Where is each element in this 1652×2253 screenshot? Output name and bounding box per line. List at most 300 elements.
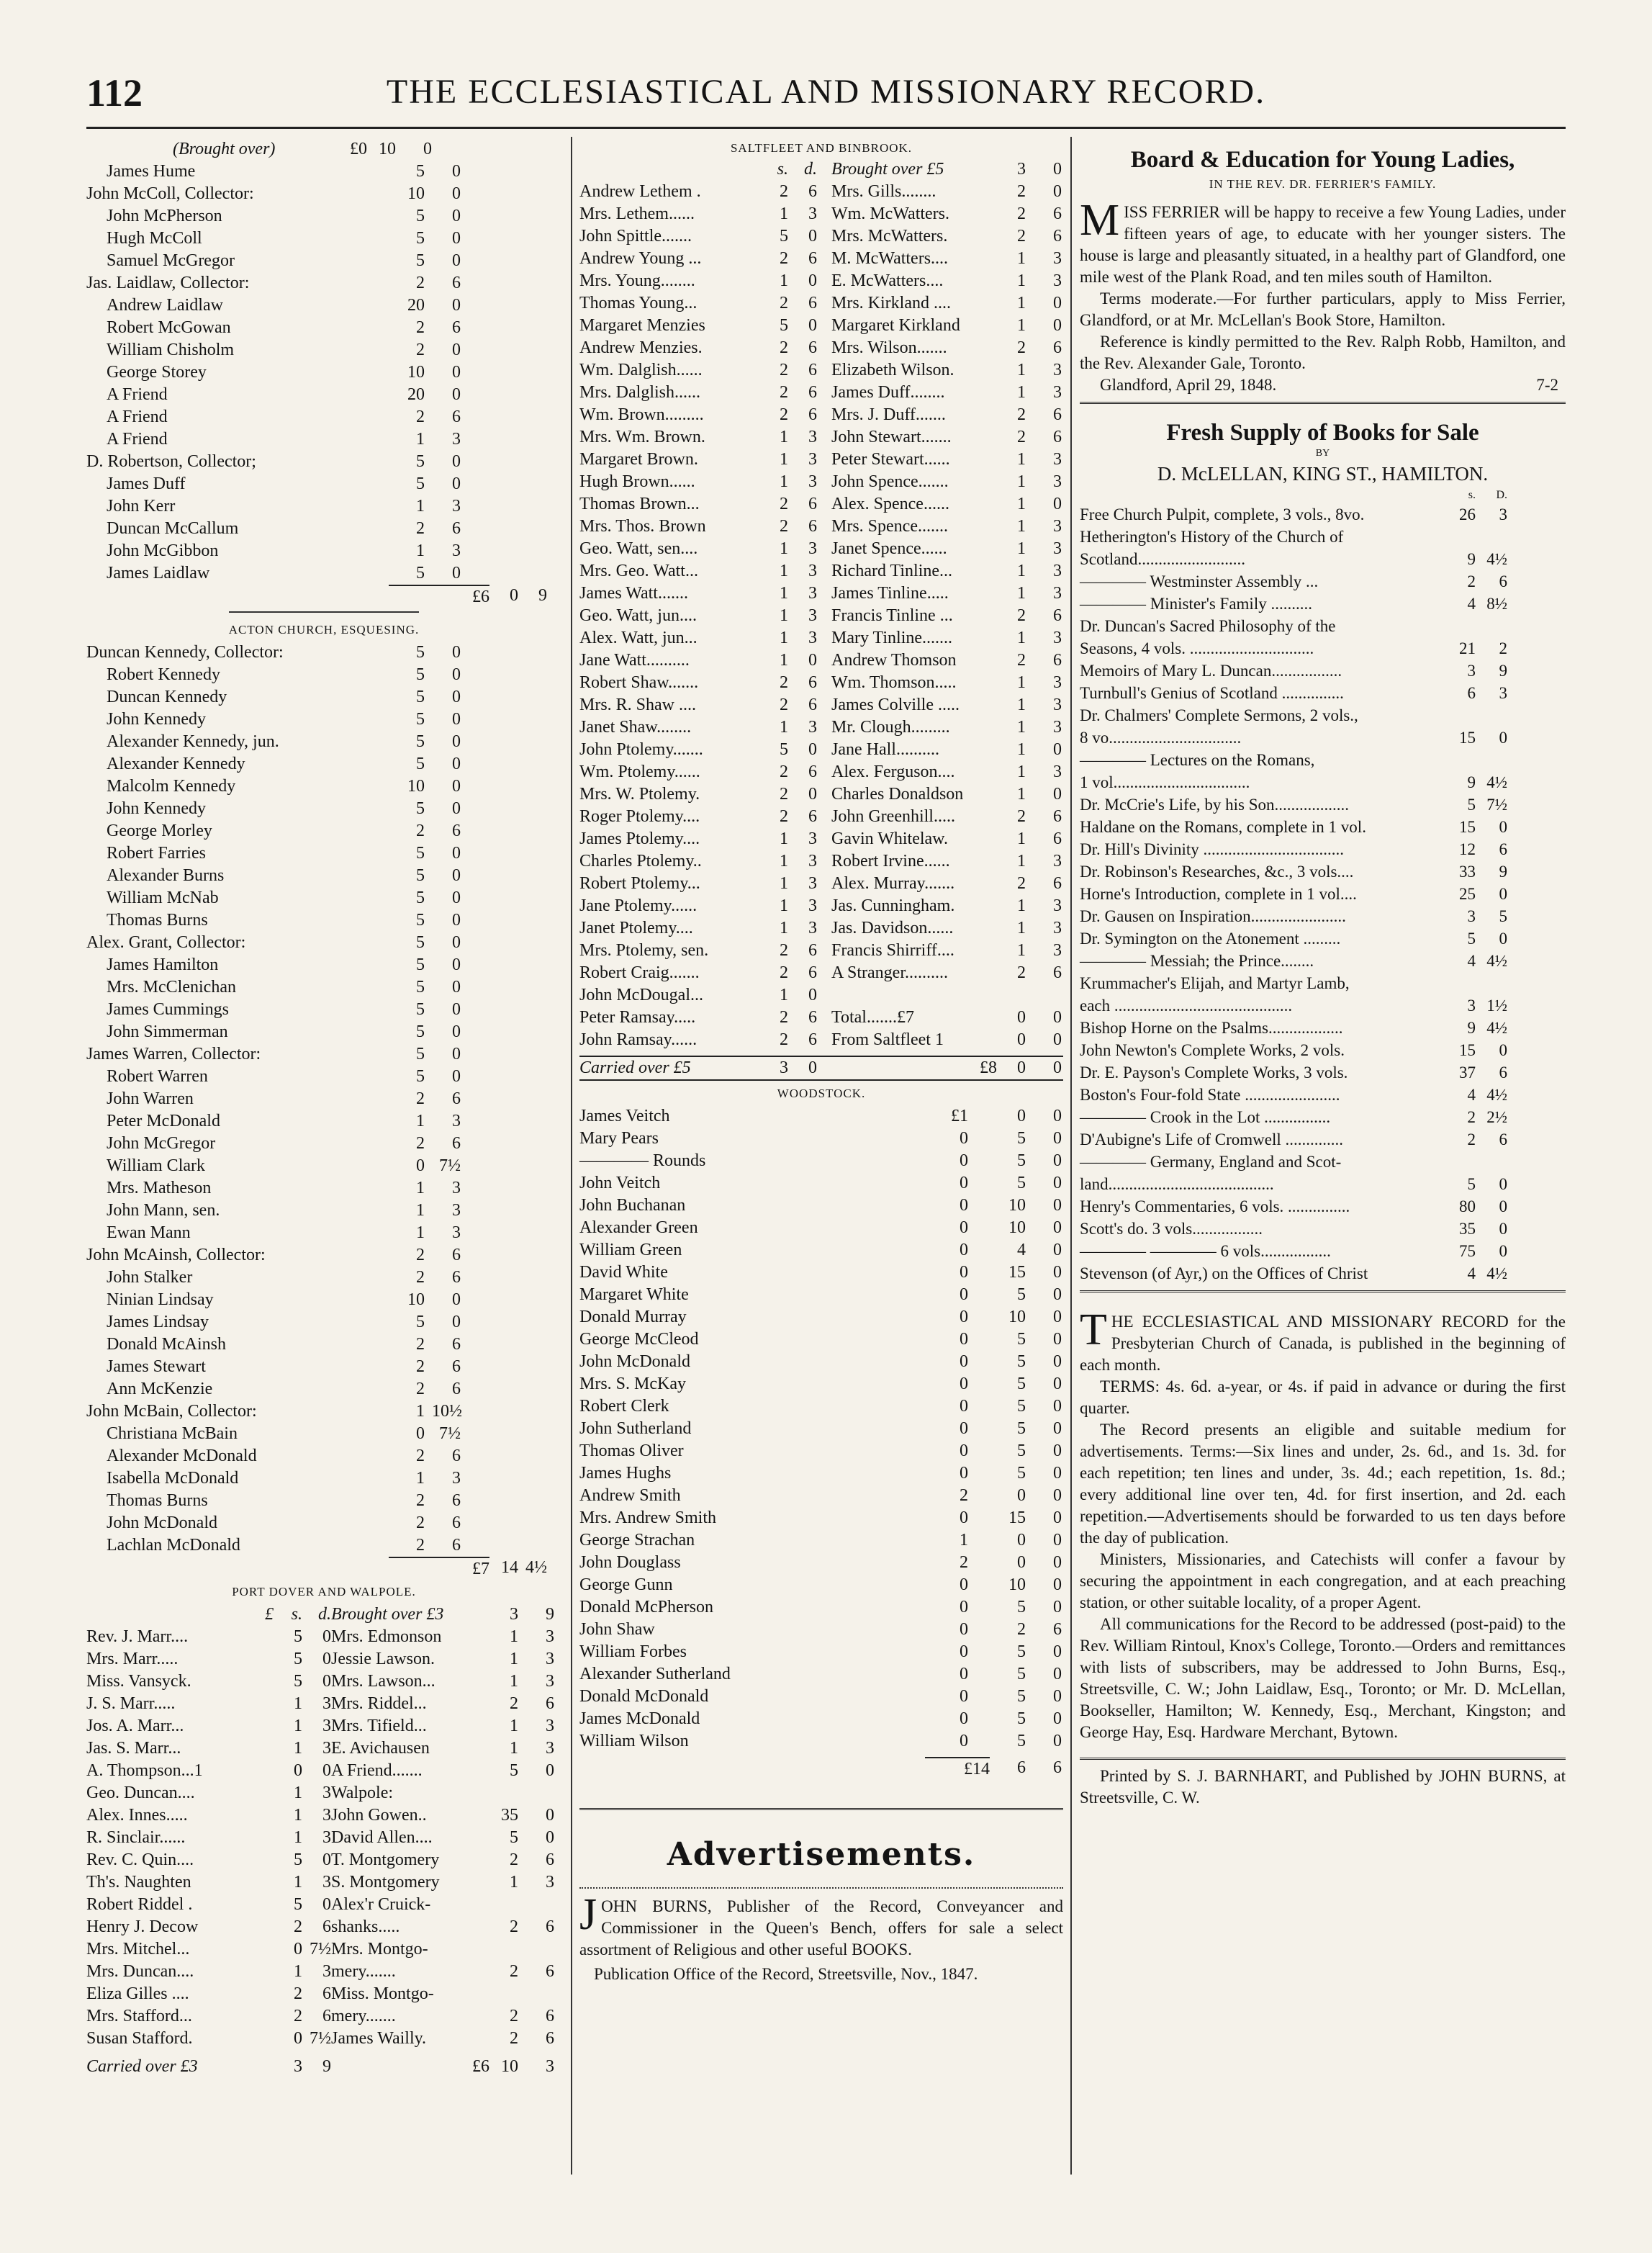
table-row [86, 1066, 561, 1088]
shillings: 1 [416, 430, 425, 449]
shillings: 1 [294, 1828, 302, 1847]
pence: 0 [1053, 1464, 1062, 1483]
pence: 0 [452, 296, 461, 315]
table-row [579, 181, 1063, 203]
shillings: 10 [1008, 1218, 1026, 1237]
page-number: 112 [86, 71, 143, 114]
table-row [86, 1849, 561, 1871]
contributor-name: mery....... [331, 2007, 396, 2025]
pence: 0 [1053, 182, 1062, 201]
contributor-name: Mrs. Edmonson [331, 1627, 442, 1646]
pence: 7½ [439, 1424, 461, 1443]
contributor-name: Mrs. Mitchel... [86, 1940, 190, 1959]
contributor-name: John Warren [107, 1089, 194, 1108]
contributor-name: John Buchanan [579, 1196, 686, 1215]
contributor-name: Mrs. Matheson [107, 1179, 212, 1197]
pence: 0 [808, 986, 817, 1004]
shillings: 2 [416, 408, 425, 426]
shillings: 2 [416, 822, 425, 840]
subtotal-row: £14 6 6 [579, 1757, 1063, 1779]
shillings: 1 [1017, 763, 1026, 781]
pence: 0 [452, 564, 461, 583]
contributor-name: Charles Donaldson [831, 785, 964, 804]
pounds: £1 [951, 1107, 968, 1125]
table-row [579, 1150, 1063, 1172]
pence: 3 [1053, 584, 1062, 603]
table-row [86, 1737, 561, 1760]
contributor-name: J. S. Marr..... [86, 1694, 176, 1713]
shillings: 2 [1017, 963, 1026, 982]
contributor-name: Mrs. W. Ptolemy. [579, 785, 700, 804]
shillings: 1 [294, 1873, 302, 1892]
pence: 0 [1499, 930, 1507, 948]
pence: 0 [1053, 1508, 1062, 1527]
shillings: 1 [294, 1694, 302, 1713]
pounds: 0 [960, 1598, 968, 1616]
pence: 0 [322, 1761, 331, 1780]
table-row [579, 583, 1063, 605]
shillings: 10 [407, 363, 425, 382]
shillings: 15 [1008, 1508, 1026, 1527]
contributor-name: William Green [579, 1241, 682, 1259]
shillings: 2 [294, 1917, 302, 1936]
table-row [579, 1007, 1063, 1029]
pence: 6 [808, 405, 817, 424]
pence: 0 [452, 207, 461, 225]
pence: 0 [452, 251, 461, 270]
shillings: 0 [1017, 1107, 1026, 1125]
pence: 0 [1053, 1174, 1062, 1192]
shillings: 5 [1017, 1151, 1026, 1170]
contribution-list-saltfleet [579, 181, 1063, 1051]
contributor-name: George Storey [107, 363, 207, 382]
pence: 3 [808, 450, 817, 469]
table-row [86, 2005, 561, 2028]
contributor-name: James Hamilton [107, 955, 219, 974]
pence: 6 [322, 1917, 331, 1936]
drop-cap: T [1080, 1305, 1107, 1354]
shillings: 2 [416, 1357, 425, 1376]
shillings: 2 [416, 1134, 425, 1153]
contributor-name: Mrs. Lethem...... [579, 204, 695, 223]
shillings: 1 [780, 852, 788, 871]
table-row [579, 1262, 1063, 1284]
book-title: Dr. Robinson's Researches, &c., 3 vols.... [1080, 863, 1354, 881]
pence: 0 [808, 740, 817, 759]
pence: 0 [452, 889, 461, 907]
table-row [579, 1663, 1063, 1686]
shillings: 5 [416, 911, 425, 930]
table-row [579, 315, 1063, 337]
pence: 0 [1053, 740, 1062, 759]
contributor-name: Alex. Ferguson.... [831, 763, 955, 781]
pence: 0 [808, 785, 817, 804]
pence: 6 [546, 1962, 554, 1981]
contributor-name: James Hume [107, 162, 196, 181]
pence: 3 [322, 1717, 331, 1735]
shillings: 9 [1467, 773, 1476, 791]
shillings: 1 [294, 1739, 302, 1758]
column-subscriptions-middle [579, 138, 1063, 1985]
pence: 0 [452, 1290, 461, 1309]
book-list [1080, 503, 1566, 1285]
book-title: Scotland.......................... [1080, 550, 1245, 568]
book-row [1080, 615, 1566, 637]
pence: 3 [1053, 718, 1062, 737]
pence: 6 [1499, 572, 1507, 590]
table-row [86, 709, 561, 731]
pence: 0 [1499, 1041, 1507, 1059]
table-row [579, 1596, 1063, 1619]
pence: 3 [1499, 684, 1507, 702]
contributor-name: James Ptolemy.... [579, 829, 700, 848]
shillings: 5 [416, 799, 425, 818]
contributor-name: Robert McGowan [107, 318, 231, 337]
pence: 0 [1053, 1008, 1062, 1027]
pence: 0 [1499, 1197, 1507, 1215]
contributor-name: Alex. Watt, jun... [579, 629, 698, 647]
shillings: 5 [1017, 1174, 1026, 1192]
pounds: 0 [960, 1218, 968, 1237]
contributor-name: Alexander Green [579, 1218, 698, 1237]
shillings: 2 [780, 338, 788, 357]
book-title: Krummacher's Elijah, and Martyr Lamb, [1080, 974, 1350, 992]
pounds: 0 [960, 1508, 968, 1527]
shillings: 5 [416, 755, 425, 773]
table-row [579, 1217, 1063, 1239]
pence: 3 [322, 1828, 331, 1847]
table-row [86, 642, 561, 664]
pence: 0 [452, 911, 461, 930]
pence: 0 [1053, 1375, 1062, 1393]
contributor-name: Thomas Young... [579, 294, 698, 312]
shillings: 5 [1017, 1709, 1026, 1728]
shillings: 5 [416, 1045, 425, 1063]
pence: 3 [546, 1739, 554, 1758]
pounds: 0 [960, 1352, 968, 1371]
contributor-name: Susan Stafford. [86, 2029, 193, 2048]
shillings: 2 [416, 1380, 425, 1398]
shillings: 10 [407, 777, 425, 796]
shillings: 2 [780, 182, 788, 201]
shillings: 5 [416, 1313, 425, 1331]
pence: 8½ [1486, 595, 1507, 613]
pence: 3 [1053, 852, 1062, 871]
book-row [1080, 637, 1566, 660]
contributor-name: Walpole: [331, 1784, 394, 1802]
shillings: 35 [501, 1806, 518, 1825]
pence: 2 [1499, 639, 1507, 657]
table-row [86, 1670, 561, 1693]
shillings: 1 [294, 1962, 302, 1981]
pence: 3 [322, 1739, 331, 1758]
shillings: 1 [1017, 450, 1026, 469]
contributor-name: John Simmerman [107, 1022, 228, 1041]
contributor-name: George Morley [107, 822, 212, 840]
contributor-name: John Kennedy [107, 799, 206, 818]
pence: 0 [452, 777, 461, 796]
pence: 3 [1053, 673, 1062, 692]
shillings: 5 [1017, 1375, 1026, 1393]
table-row [86, 1871, 561, 1894]
contributor-name: Thomas Burns [107, 1491, 208, 1510]
shillings: 1 [416, 497, 425, 516]
contributor-name: Eliza Gilles .... [86, 1984, 189, 2003]
bookseller-name: D. McLELLAN, KING ST., HAMILTON. [1157, 463, 1489, 485]
contributor-name: Alex. Murray....... [831, 874, 955, 893]
carried-over-row: Carried over £3 3 9 £6 10 3 [86, 2057, 554, 2076]
pence: 6 [808, 361, 817, 379]
contributor-name: James Duff [107, 475, 186, 493]
drop-cap: J [579, 1890, 597, 1939]
shillings: 5 [294, 1850, 302, 1869]
contributor-name: Robert Riddel . [86, 1895, 193, 1914]
table-row [86, 1827, 561, 1849]
contributor-name: Robert Kennedy [107, 665, 220, 684]
pence: 3 [1053, 383, 1062, 402]
shillings: 1 [1017, 852, 1026, 871]
shillings: 2 [780, 673, 788, 692]
contributor-name: A Friend [107, 430, 168, 449]
shillings: 15 [1459, 818, 1476, 836]
contributor-name: Andrew Smith [579, 1486, 681, 1505]
section-heading-port-dover: PORT DOVER AND WALPOLE. [232, 1585, 416, 1598]
contributor-name: Margaret Kirkland [831, 316, 960, 335]
pence: 0 [452, 341, 461, 359]
contribution-list-woodstock [579, 1105, 1063, 1753]
pence: 6 [452, 822, 461, 840]
table-row [86, 1267, 561, 1289]
shillings: 5 [1017, 1598, 1026, 1616]
shillings: 10 [407, 1290, 425, 1309]
contributor-name: Jane Ptolemy...... [579, 896, 698, 915]
pounds: 0 [960, 1263, 968, 1282]
book-row [1080, 860, 1566, 883]
pence: 6 [808, 249, 817, 268]
shillings: 2 [1467, 1130, 1476, 1148]
contributor-name: John Kennedy [107, 710, 206, 729]
contributor-name: Janet Spence...... [831, 539, 947, 558]
contributor-name: T. Montgomery [331, 1850, 440, 1869]
pence: 6 [452, 1536, 461, 1555]
table-row [86, 1648, 561, 1670]
contributor-name: George McCleod [579, 1330, 699, 1349]
contributor-name: Alex. Grant, Collector: [86, 933, 246, 952]
contributor-name: Mrs. McClenichan [107, 978, 236, 997]
shillings: 1 [510, 1650, 518, 1668]
table-row [579, 1686, 1063, 1708]
pence: 9 [1499, 662, 1507, 680]
table-row [579, 1641, 1063, 1663]
contributor-name: Robert Shaw....... [579, 673, 699, 692]
shillings: 5 [294, 1895, 302, 1914]
table-row [579, 694, 1063, 716]
pence: 6 [546, 1850, 554, 1869]
table-row [579, 493, 1063, 516]
contributor-name: Jane Hall.......... [831, 740, 939, 759]
shillings: 0 [294, 1940, 302, 1959]
shillings: 2 [780, 249, 788, 268]
shillings: 5 [1467, 1175, 1476, 1193]
shillings: 1 [1017, 495, 1026, 513]
pence: 0 [1499, 729, 1507, 747]
table-row [579, 739, 1063, 761]
pence: 6 [1499, 1130, 1507, 1148]
pence: 6 [452, 1380, 461, 1398]
brought-over-row: (Brought over) £0 10 0 [173, 140, 432, 158]
book-title: Dr. Symington on the Atonement ......... [1080, 930, 1341, 948]
contributor-name: Robert Clerk [579, 1397, 669, 1416]
shillings: 2 [780, 383, 788, 402]
column-divider-2 [1070, 137, 1072, 2175]
pence: 3 [452, 1223, 461, 1242]
pounds: 0 [960, 1241, 968, 1259]
pence: 0 [1053, 1129, 1062, 1148]
table-row [579, 940, 1063, 962]
shillings: 5 [416, 1000, 425, 1019]
book-row [1080, 1106, 1566, 1128]
table-row [86, 1512, 561, 1534]
pence: 4½ [1486, 1264, 1507, 1282]
shillings: 2 [1017, 338, 1026, 357]
contributor-name: James Veitch [579, 1107, 670, 1125]
contributor-name: James Wailly. [331, 2029, 427, 2048]
book-row [1080, 1128, 1566, 1151]
table-row [86, 1534, 561, 1557]
shillings: 1 [1017, 785, 1026, 804]
book-row [1080, 503, 1566, 526]
shillings: 5 [416, 475, 425, 493]
contributor-name: Mrs. McWatters. [831, 227, 948, 246]
table-row [86, 1311, 561, 1334]
pence: 3 [808, 919, 817, 937]
contributor-name: Malcolm Kennedy [107, 777, 236, 796]
shillings: 4 [1467, 1086, 1476, 1104]
pence: 0 [1053, 1709, 1062, 1728]
shillings: 2 [294, 1984, 302, 2003]
contribution-list-1 [86, 161, 561, 585]
shillings: 0 [1017, 1030, 1026, 1049]
table-row [579, 1440, 1063, 1462]
shillings: 1 [780, 986, 788, 1004]
pence: 0 [808, 316, 817, 335]
book-title: John Newton's Complete Works, 2 vols. [1080, 1041, 1345, 1059]
contributor-name: David White [579, 1263, 668, 1282]
shillings: 1 [780, 204, 788, 223]
contributor-name: Duncan McCallum [107, 519, 239, 538]
shillings: 2 [1467, 572, 1476, 590]
pounds: 0 [960, 1129, 968, 1148]
contributor-name: Andrew Laidlaw [107, 296, 223, 315]
pence: 6 [452, 318, 461, 337]
pence: 0 [808, 651, 817, 670]
table-row [86, 999, 561, 1021]
pence: 3 [322, 1962, 331, 1981]
pence: 4½ [1486, 952, 1507, 970]
contributor-name: Andrew Young ... [579, 249, 702, 268]
shillings: 1 [780, 919, 788, 937]
pence: 3 [808, 852, 817, 871]
shillings: 3 [1467, 907, 1476, 925]
pounds: 0 [960, 1375, 968, 1393]
table-row [579, 270, 1063, 292]
pounds: 0 [960, 1308, 968, 1326]
book-row [1080, 660, 1566, 682]
subtotal-row: £6 0 9 [86, 585, 561, 607]
contributor-name: James Laidlaw [107, 564, 210, 583]
pence: 0 [1499, 885, 1507, 903]
contributor-name: James McDonald [579, 1709, 700, 1728]
table-row [579, 783, 1063, 806]
pounds: 0 [960, 1575, 968, 1594]
book-title: 1 vol................................. [1080, 773, 1250, 791]
pounds: 0 [960, 1174, 968, 1192]
contributor-name: John McDonald [579, 1352, 690, 1371]
shillings: 1 [780, 718, 788, 737]
table-row [579, 1619, 1063, 1641]
book-title: each ........................................... [1080, 997, 1293, 1015]
pence: 3 [452, 541, 461, 560]
contributor-name: Alexander Kennedy [107, 755, 245, 773]
table-row [579, 225, 1063, 248]
contributor-name: Mrs. Spence....... [831, 517, 948, 536]
pence: 3 [1053, 941, 1062, 960]
contributor-name: John Mann, sen. [107, 1201, 220, 1220]
pence: 6 [808, 1008, 817, 1027]
book-title: Horne's Introduction, complete in 1 vol.... [1080, 885, 1357, 903]
contributor-name: Donald McDonald [579, 1687, 709, 1706]
pence: 0 [1053, 1308, 1062, 1326]
shillings: 15 [1459, 1041, 1476, 1059]
table-row [579, 1172, 1063, 1195]
pence: 3 [808, 629, 817, 647]
contributor-name: Francis Shirriff.... [831, 941, 954, 960]
shillings: 2 [1017, 1620, 1026, 1639]
book-row [1080, 1039, 1566, 1061]
shillings: 5 [1017, 1732, 1026, 1750]
contributor-name: George Strachan [579, 1531, 695, 1550]
shillings: 33 [1459, 863, 1476, 881]
table-row [579, 426, 1063, 449]
shillings: 5 [1017, 1442, 1026, 1460]
pence: 0 [1053, 1107, 1062, 1125]
shillings: 1 [780, 428, 788, 446]
shillings: 2 [416, 274, 425, 292]
pence: 0 [1053, 1687, 1062, 1706]
contributor-name: Mrs. Duncan.... [86, 1962, 194, 1981]
pence: 3 [1053, 629, 1062, 647]
book-title: Stevenson (of Ayr,) on the Offices of Christ [1080, 1264, 1368, 1282]
contributor-name: Donald McPherson [579, 1598, 713, 1616]
contributor-name: Christiana McBain [107, 1424, 238, 1443]
pounds: 0 [960, 1285, 968, 1304]
pence: 3 [808, 204, 817, 223]
table-row [86, 1760, 561, 1782]
contributor-name: Duncan Kennedy, Collector: [86, 643, 284, 662]
table-row [86, 1715, 561, 1737]
table-row [86, 1356, 561, 1378]
contributor-name: John McGibbon [107, 541, 219, 560]
contributor-name: A. Thompson...1 [86, 1761, 203, 1780]
pence: 6 [1053, 338, 1062, 357]
table-row [86, 384, 561, 406]
contribution-list-3 [86, 1626, 561, 2050]
shillings: 5 [780, 227, 788, 246]
book-title: Dr. E. Payson's Complete Works, 3 vols. [1080, 1063, 1348, 1081]
shillings: 20 [407, 385, 425, 404]
shillings: 1 [1017, 584, 1026, 603]
shillings: 1 [1017, 718, 1026, 737]
